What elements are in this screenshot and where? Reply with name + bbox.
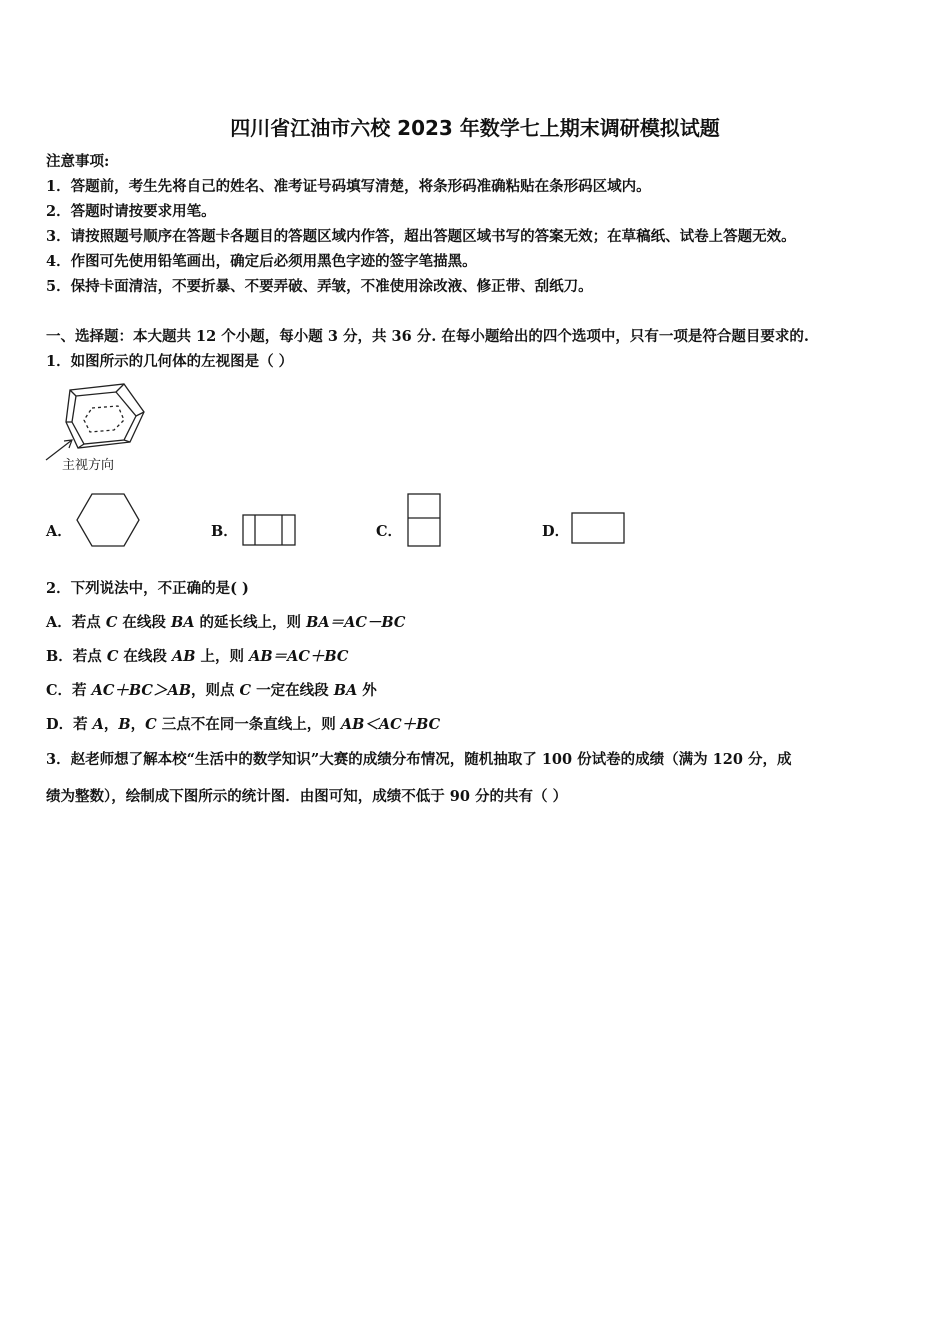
option-text: 在线段 [117,614,171,631]
math-term: AC＋BC＞AB [91,682,191,699]
math-term: C [145,716,157,733]
option-c-rectangles [407,493,443,549]
option-a-label: A． [46,523,72,540]
option-text: C．若 [46,682,92,699]
math-term: AB＝AC＋BC [249,648,349,665]
option-text: 的延长线上，则 [194,614,307,631]
option-c-label: C． [376,523,403,540]
math-term: A [92,716,104,733]
math-term: BA＝AC－BC [306,614,406,631]
question-2-option-b [46,647,348,667]
option-d-label: D． [542,523,570,540]
note-item: 1．答题前，考生先将自己的姓名、准考证号码填写清楚，将条形码准确粘贴在条形码区域内。 [46,178,651,195]
option-text: 三点不在同一条直线上，则 [156,716,341,733]
option-text: 一定在线段 [251,682,334,699]
question-3-stem-line-1: 3．赵老师想了解本校“生活中的数学知识”大赛的成绩分布情况，随机抽取了 100 份试卷的成绩（满为 120 分，成 [46,751,792,768]
note-item: 5．保持卡面清洁，不要折暴、不要弄破、弄皱，不准使用涂改液、修正带、刮纸刀。 [46,278,593,295]
math-term: AB＜AC＋BC [340,716,441,733]
option-text: 外 [357,682,377,699]
option-text: B．若点 [46,648,107,665]
question-2-stem: 2．下列说法中，不正确的是( ) [46,580,249,597]
notes-heading: 注意事项: [46,153,110,170]
math-term: AB [171,648,196,665]
option-text: ， [130,716,146,733]
question-2-option-a [46,613,405,633]
option-text: A．若点 [46,614,106,631]
math-term: B [118,716,131,733]
math-term: BA [333,682,358,699]
option-text: ，则点 [190,682,240,699]
option-d-rectangle [571,512,627,544]
note-item: 4．作图可先使用铅笔画出，确定后必须用黑色字迹的签字笔描黑。 [46,253,477,270]
math-term: C [105,614,118,631]
math-term: BA [170,614,195,631]
option-b-rectangles [242,514,298,546]
option-b-label: B． [211,523,238,540]
question-3-stem-line-2: 绩为整数），绘制成下图所示的统计图．由图可知，成绩不低于 90 分的共有（ ） [46,788,568,805]
option-text: 在线段 [118,648,172,665]
math-term: C [239,682,252,699]
note-item: 2．答题时请按要求用笔。 [46,203,216,220]
math-term: C [106,648,119,665]
option-text: 上，则 [195,648,250,665]
question-1-stem: 1．如图所示的几何体的左视图是（ ） [46,353,294,370]
question-2-option-c [46,681,377,701]
note-item: 3．请按照题号顺序在答题卡各题目的答题区域内作答，超出答题区域书写的答案无效；在草稿纸、试卷上答题无效。 [46,228,796,245]
section-heading: 一、选择题：本大题共 12 个小题，每小题 3 分，共 36 分. 在每小题给出的四个选项中，只有一项是符合题目要求的. [46,328,809,345]
question-2-option-d [46,715,440,735]
page-title: 四川省江油市六校 2023 年数学七上期末调研模拟试题 [230,116,720,140]
option-text: ， [103,716,119,733]
option-a-hexagon [76,493,140,549]
view-direction-caption: 主视方向 [62,458,115,473]
option-text: D．若 [46,716,93,733]
